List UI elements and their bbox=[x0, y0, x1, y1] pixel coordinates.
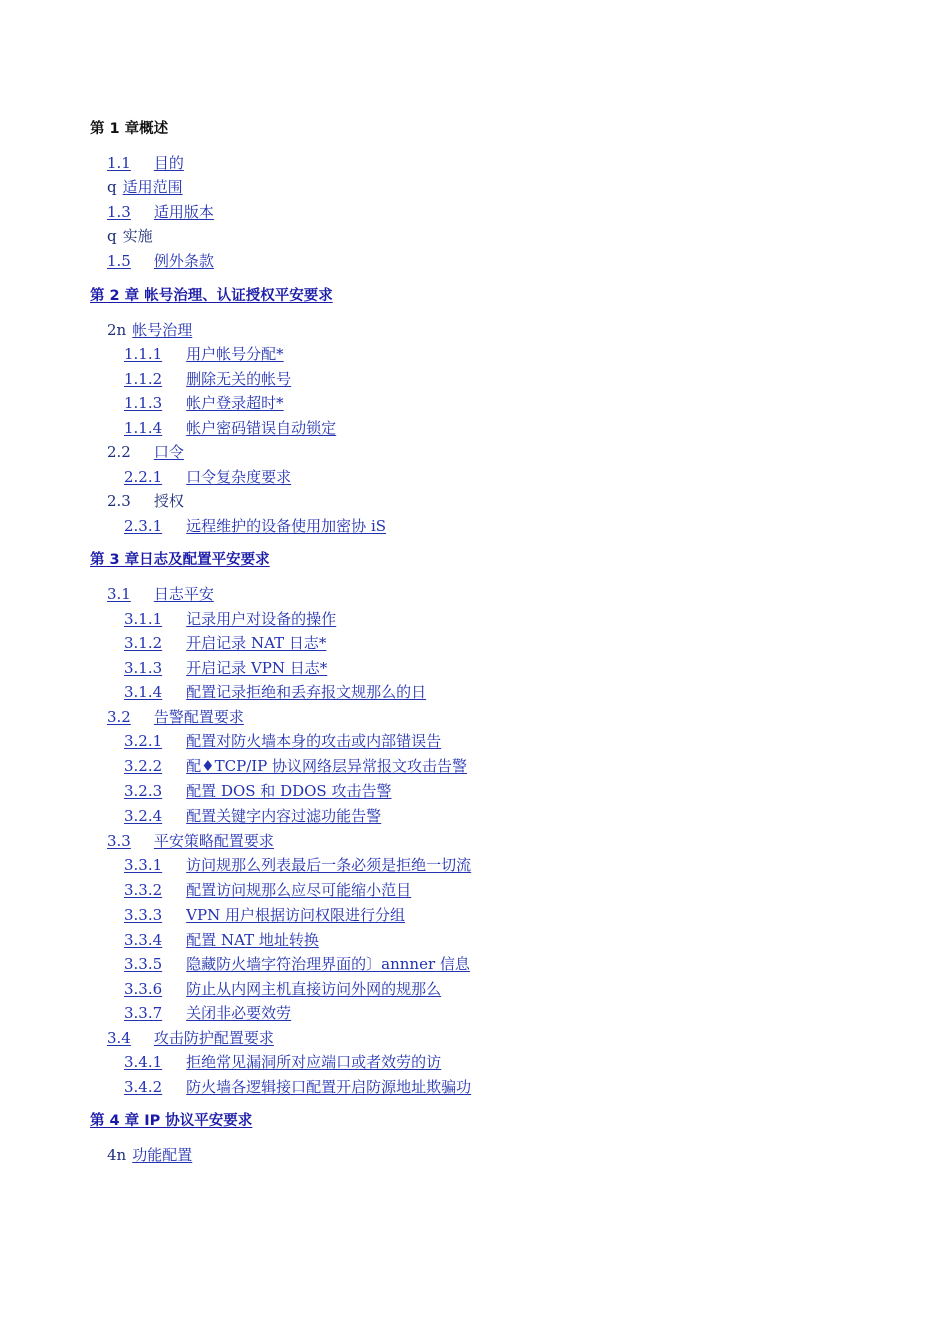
toc-chapter-title: 第 1 章概述 bbox=[90, 121, 169, 137]
toc-entry-number[interactable]: 3.3.3 bbox=[124, 906, 163, 924]
toc-entry-number[interactable]: 3.3.7 bbox=[124, 1004, 163, 1022]
toc-entry-title[interactable]: 攻击防护配置要求 bbox=[153, 1029, 274, 1047]
toc-entry-title[interactable]: 用户帐号分配* bbox=[186, 345, 284, 363]
toc-entry-title[interactable]: 口令 bbox=[153, 443, 184, 461]
toc-entry-number: 2.2 bbox=[107, 443, 131, 461]
toc-entry-s34[interactable] bbox=[107, 1028, 274, 1048]
toc-entry-number: q bbox=[107, 178, 117, 196]
toc-entry-title[interactable]: 防止从内网主机直接访问外网的规那么 bbox=[186, 980, 442, 998]
toc-entry-s331[interactable] bbox=[124, 855, 471, 875]
toc-entry-s211[interactable] bbox=[124, 344, 284, 364]
toc-entry-s312[interactable] bbox=[124, 633, 326, 653]
toc-entry-s334[interactable] bbox=[124, 930, 319, 950]
toc-entry-number[interactable]: 2.2.1 bbox=[124, 468, 163, 486]
toc-entry-title[interactable]: 例外条款 bbox=[153, 252, 214, 270]
toc-chapter-c3[interactable] bbox=[90, 550, 270, 570]
toc-entry-title[interactable]: 开启记录 NAT 日志* bbox=[186, 634, 327, 652]
toc-entry-s333[interactable] bbox=[124, 905, 405, 925]
toc-entry-s15[interactable] bbox=[107, 251, 214, 271]
toc-entry-number[interactable]: 1.1.2 bbox=[124, 370, 163, 388]
toc-entry-number[interactable]: 3.1.1 bbox=[124, 610, 163, 628]
toc-chapter-title[interactable]: 第 4 章 IP 协议平安要求 bbox=[90, 1113, 253, 1129]
toc-entry-number[interactable]: 3.3.4 bbox=[124, 931, 163, 949]
toc-chapter-c4[interactable] bbox=[90, 1111, 252, 1131]
toc-entry-number[interactable]: 3.4.2 bbox=[124, 1078, 163, 1096]
toc-entry-title[interactable]: 配置对防火墙本身的攻击或内部错误告 bbox=[186, 732, 442, 750]
toc-chapter-c1 bbox=[90, 119, 168, 139]
toc-entry-number[interactable]: 1.5 bbox=[107, 252, 131, 270]
toc-entry-number[interactable]: 3.1.2 bbox=[124, 634, 163, 652]
toc-entry-title[interactable]: 日志平安 bbox=[153, 585, 214, 603]
toc-entry-s23 bbox=[107, 491, 184, 511]
toc-entry-s324[interactable] bbox=[124, 806, 381, 826]
toc-entry-s214[interactable] bbox=[124, 418, 336, 438]
toc-entry-s22[interactable] bbox=[107, 442, 184, 462]
toc-entry-s212[interactable] bbox=[124, 369, 291, 389]
toc-entry-title[interactable]: 删除无关的帐号 bbox=[186, 370, 292, 388]
toc-entry-s213[interactable] bbox=[124, 393, 284, 413]
toc-entry-s342[interactable] bbox=[124, 1077, 471, 1097]
toc-entry-number[interactable]: 3.3.2 bbox=[124, 881, 163, 899]
toc-entry-s14 bbox=[107, 226, 153, 246]
toc-entry-title[interactable]: 平安策略配置要求 bbox=[153, 832, 274, 850]
toc-entry-title[interactable]: 拒绝常见漏洞所对应端口或者效劳的访 bbox=[186, 1053, 442, 1071]
toc-entry-s332[interactable] bbox=[124, 880, 411, 900]
toc-entry-number[interactable]: 3.2.2 bbox=[124, 757, 163, 775]
toc-entry-s221[interactable] bbox=[124, 467, 291, 487]
toc-entry-s314[interactable] bbox=[124, 682, 426, 702]
toc-entry-number[interactable]: 1.1.3 bbox=[124, 394, 163, 412]
toc-entry-title[interactable]: 防火墙各逻辑接口配置开启防源地址欺骗功 bbox=[186, 1078, 472, 1096]
toc-entry-s322[interactable] bbox=[124, 756, 467, 776]
toc-entry-number[interactable]: 3.2.3 bbox=[124, 782, 163, 800]
toc-entry-title[interactable]: 配置访问规那么应尽可能缩小范目 bbox=[186, 881, 412, 899]
toc-entry-number[interactable]: 3.1.3 bbox=[124, 659, 163, 677]
toc-entry-number[interactable]: 1.3 bbox=[107, 203, 131, 221]
toc-entry-title[interactable]: 配置 NAT 地址转换 bbox=[186, 931, 319, 949]
toc-entry-title[interactable]: 访问规那么列表最后一条必须是拒绝一切流 bbox=[186, 856, 472, 874]
toc-entry-number: 2n bbox=[107, 321, 127, 339]
toc-entry-title[interactable]: 帐号治理 bbox=[132, 321, 193, 339]
toc-entry-s33[interactable] bbox=[107, 831, 274, 851]
toc-entry-s323[interactable] bbox=[124, 781, 391, 801]
toc-entry-title[interactable]: 口令复杂度要求 bbox=[186, 468, 292, 486]
toc-entry-s41[interactable] bbox=[107, 1145, 192, 1165]
toc-entry-title[interactable]: 隐藏防火墙字符治理界面的〕annner 信息 bbox=[186, 955, 470, 973]
toc-entry-title[interactable]: 开启记录 VPN 日志* bbox=[186, 659, 328, 677]
toc-chapter-title[interactable]: 第 2 章 帐号治理、认证授权平安要求 bbox=[90, 288, 333, 304]
toc-entry-title[interactable]: 配置关键字内容过滤功能告警 bbox=[186, 807, 382, 825]
toc-entry-s21[interactable] bbox=[107, 320, 192, 340]
toc-entry-s321[interactable] bbox=[124, 731, 441, 751]
toc-entry-number[interactable]: 1.1 bbox=[107, 154, 131, 172]
toc-entry-s13[interactable] bbox=[107, 202, 214, 222]
toc-entry-title[interactable]: 帐户登录超时* bbox=[186, 394, 284, 412]
toc-entry-number[interactable]: 3.2.1 bbox=[124, 732, 163, 750]
toc-entry-number[interactable]: 3.4 bbox=[107, 1029, 131, 1047]
toc-entry-number[interactable]: 3.2.4 bbox=[124, 807, 163, 825]
toc-entry-number[interactable]: 3.3 bbox=[107, 832, 131, 850]
toc-entry-number[interactable]: 3.3.6 bbox=[124, 980, 163, 998]
toc-entry-title[interactable]: 配♦TCP/IP 协议网络层异常报文攻击告警 bbox=[186, 757, 468, 775]
toc-entry-number[interactable]: 1.1.1 bbox=[124, 345, 163, 363]
toc-chapter-c2[interactable] bbox=[90, 286, 333, 306]
toc-entry-number[interactable]: 3.2 bbox=[107, 708, 131, 726]
toc-entry-title[interactable]: 记录用户对设备的操作 bbox=[186, 610, 337, 628]
toc-entry-s31[interactable] bbox=[107, 584, 214, 604]
toc-entry-title[interactable]: 关闭非必要效劳 bbox=[186, 1004, 292, 1022]
toc-entry-number[interactable]: 1.1.4 bbox=[124, 419, 163, 437]
toc-entry-title[interactable]: 适用范围 bbox=[122, 178, 183, 196]
toc-entry-title[interactable]: 告警配置要求 bbox=[153, 708, 244, 726]
toc-entry-s12[interactable] bbox=[107, 177, 183, 197]
toc-entry-title[interactable]: 目的 bbox=[153, 154, 184, 172]
toc-entry-number[interactable]: 2.3.1 bbox=[124, 517, 163, 535]
toc-entry-number[interactable]: 3.3.5 bbox=[124, 955, 163, 973]
toc-entry-number[interactable]: 3.3.1 bbox=[124, 856, 163, 874]
toc-entry-title[interactable]: 帐户密码错误自动锁定 bbox=[186, 419, 337, 437]
toc-entry-title[interactable]: VPN 用户根据访问权限进行分组 bbox=[186, 906, 405, 924]
toc-entry-number[interactable]: 3.1 bbox=[107, 585, 131, 603]
toc-entry-number: 4n bbox=[107, 1146, 127, 1164]
toc-entry-title[interactable]: 适用版本 bbox=[153, 203, 214, 221]
toc-entry-title: 授权 bbox=[153, 492, 184, 510]
toc-entry-s231[interactable] bbox=[124, 516, 386, 536]
toc-entry-title[interactable]: 功能配置 bbox=[132, 1146, 193, 1164]
toc-entry-s11[interactable] bbox=[107, 153, 184, 173]
toc-entry-title: 实施 bbox=[122, 227, 153, 245]
toc-entry-s311[interactable] bbox=[124, 609, 336, 629]
toc-entry-title[interactable]: 配置 DOS 和 DDOS 攻击告警 bbox=[186, 782, 392, 800]
toc-entry-s335[interactable] bbox=[124, 954, 470, 974]
toc-entry-s32[interactable] bbox=[107, 707, 244, 727]
toc-entry-s337[interactable] bbox=[124, 1003, 291, 1023]
toc-chapter-title[interactable]: 第 3 章日志及配置平安要求 bbox=[90, 552, 270, 568]
toc-entry-number[interactable]: 3.4.1 bbox=[124, 1053, 163, 1071]
toc-entry-number[interactable]: 3.1.4 bbox=[124, 683, 163, 701]
toc-entry-number: 2.3 bbox=[107, 492, 131, 510]
toc-entry-s341[interactable] bbox=[124, 1052, 441, 1072]
toc-entry-s336[interactable] bbox=[124, 979, 441, 999]
toc-entry-title[interactable]: 配置记录拒绝和丢弃报文规那么的日 bbox=[186, 683, 427, 701]
toc-entry-s313[interactable] bbox=[124, 658, 327, 678]
toc-entry-number: q bbox=[107, 227, 117, 245]
toc-entry-title[interactable]: 远程维护的设备使用加密协 iS bbox=[186, 517, 387, 535]
